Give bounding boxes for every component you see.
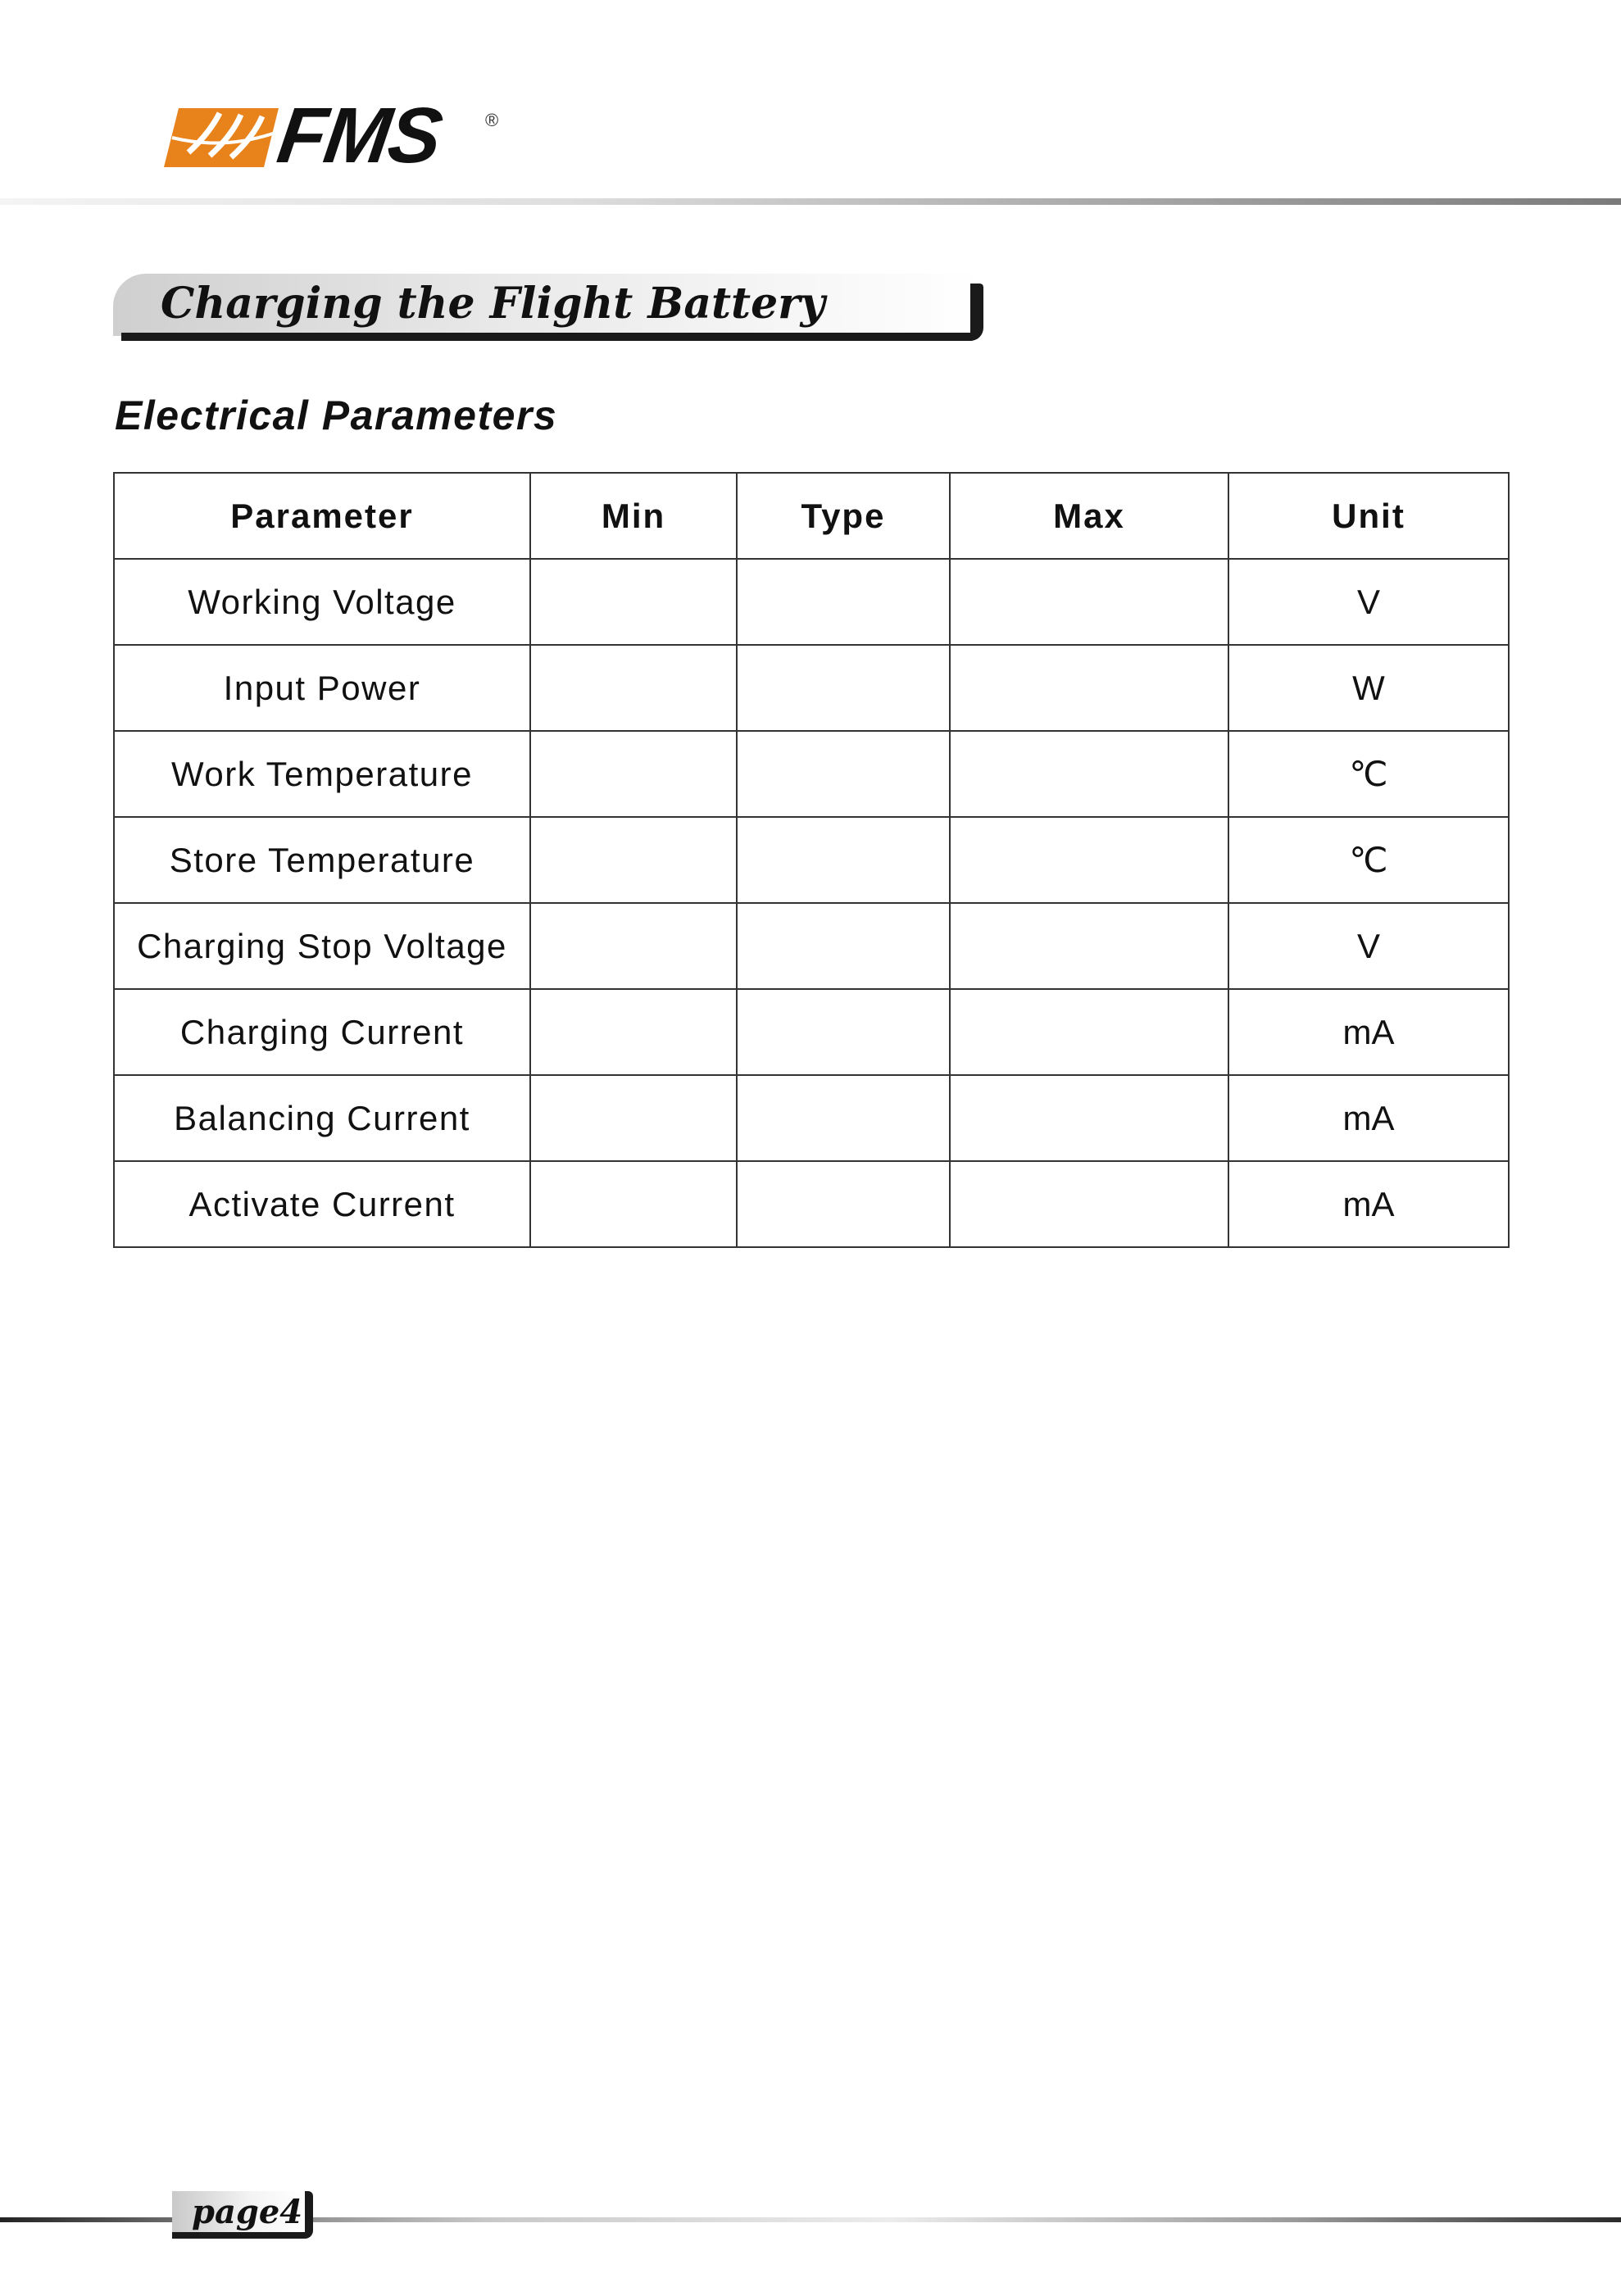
table-header-row: [114, 473, 1509, 559]
min-cell: [530, 559, 737, 645]
unit-cell: W: [1228, 645, 1509, 731]
unit-cell: mA: [1228, 1075, 1509, 1161]
unit-cell: mA: [1228, 989, 1509, 1075]
table-row: [114, 559, 1509, 645]
page-number-tab: [172, 2191, 313, 2239]
min-cell: [530, 817, 737, 903]
min-cell: [530, 645, 737, 731]
section-title: Charging the Flight Battery: [161, 279, 825, 329]
banner-hook: [970, 284, 983, 341]
banner-underline: [121, 333, 979, 341]
parameter-cell: Charging Stop Voltage: [114, 903, 530, 989]
max-cell: [950, 817, 1228, 903]
type-cell: [737, 1075, 950, 1161]
parameter-cell: Balancing Current: [114, 1075, 530, 1161]
header-min: Min: [530, 473, 737, 559]
subsection-title: Electrical Parameters: [115, 392, 558, 438]
min-cell: [530, 731, 737, 817]
min-cell: [530, 1075, 737, 1161]
table-row: [114, 731, 1509, 817]
table-row: [114, 1075, 1509, 1161]
parameter-cell: Store Temperature: [114, 817, 530, 903]
min-cell: [530, 1161, 737, 1247]
parameter-cell: Working Voltage: [114, 559, 530, 645]
max-cell: [950, 645, 1228, 731]
brand-logo: [164, 92, 508, 180]
header-type: Type: [737, 473, 950, 559]
brand-emblem-icon: [164, 105, 279, 170]
unit-cell: V: [1228, 903, 1509, 989]
header-unit: Unit: [1228, 473, 1509, 559]
unit-cell: V: [1228, 559, 1509, 645]
table-row: [114, 817, 1509, 903]
parameter-cell: Work Temperature: [114, 731, 530, 817]
table-row: [114, 903, 1509, 989]
type-cell: [737, 989, 950, 1075]
min-cell: [530, 903, 737, 989]
type-cell: [737, 817, 950, 903]
brand-name: FMS: [272, 92, 447, 179]
unit-cell: ℃: [1228, 731, 1509, 817]
max-cell: [950, 1075, 1228, 1161]
header-parameter: Parameter: [114, 473, 530, 559]
page-number: page4: [192, 2193, 303, 2231]
parameter-cell: Charging Current: [114, 989, 530, 1075]
type-cell: [737, 731, 950, 817]
registered-mark: ®: [485, 110, 499, 130]
min-cell: [530, 989, 737, 1075]
table-row: [114, 645, 1509, 731]
max-cell: [950, 559, 1228, 645]
header-max: Max: [950, 473, 1228, 559]
type-cell: [737, 559, 950, 645]
max-cell: [950, 731, 1228, 817]
type-cell: [737, 903, 950, 989]
table-row: [114, 989, 1509, 1075]
max-cell: [950, 1161, 1228, 1247]
unit-cell: mA: [1228, 1161, 1509, 1247]
parameter-cell: Activate Current: [114, 1161, 530, 1247]
electrical-parameters-table: [113, 472, 1510, 1248]
max-cell: [950, 989, 1228, 1075]
max-cell: [950, 903, 1228, 989]
table-row: [114, 1161, 1509, 1247]
header-divider: [0, 198, 1621, 205]
section-banner: [113, 274, 998, 344]
type-cell: [737, 1161, 950, 1247]
parameter-cell: Input Power: [114, 645, 530, 731]
unit-cell: ℃: [1228, 817, 1509, 903]
type-cell: [737, 645, 950, 731]
